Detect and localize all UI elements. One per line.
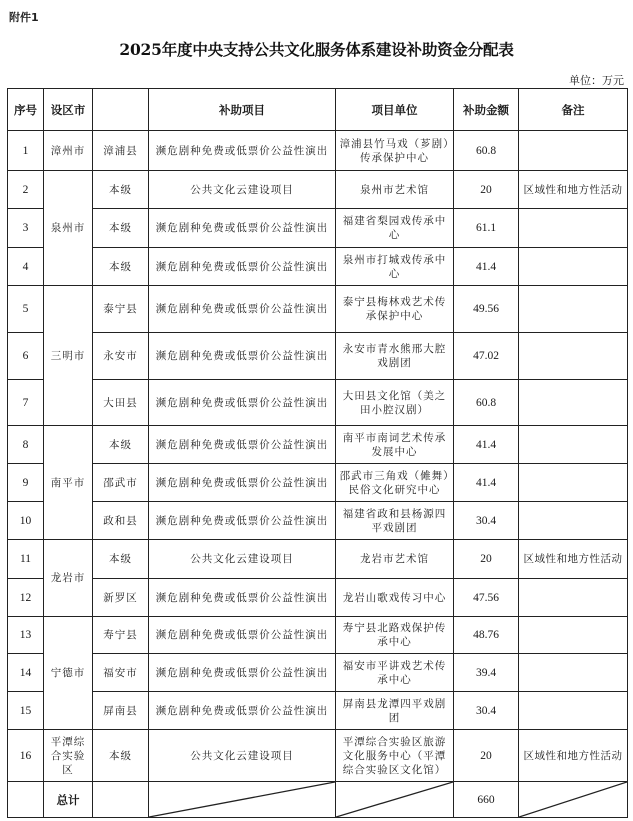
header-row [8, 89, 628, 131]
remark-cell [519, 654, 628, 692]
seq-cell: 2 [8, 171, 44, 209]
county-cell: 泰宁县 [93, 286, 149, 333]
seq-cell: 5 [8, 286, 44, 333]
project-cell: 濒危剧种免费或低票价公益性演出 [149, 286, 336, 333]
remark-cell: 区域性和地方性活动 [519, 171, 628, 209]
remark-cell [519, 209, 628, 248]
remark-cell [519, 286, 628, 333]
total-row [8, 782, 628, 818]
table-row [8, 730, 628, 782]
city-cell: 漳州市 [44, 131, 93, 171]
remark-cell: 区域性和地方性活动 [519, 540, 628, 579]
project-cell: 濒危剧种免费或低票价公益性演出 [149, 426, 336, 464]
table-row [8, 248, 628, 286]
amount-cell: 47.02 [454, 333, 519, 380]
project-cell: 濒危剧种免费或低票价公益性演出 [149, 248, 336, 286]
header-seq: 序号 [8, 89, 44, 131]
amount-cell: 49.56 [454, 286, 519, 333]
county-cell: 新罗区 [93, 579, 149, 617]
remark-cell [519, 579, 628, 617]
seq-cell: 6 [8, 333, 44, 380]
header-city: 设区市 [44, 89, 93, 131]
total-seq-cell [8, 782, 44, 818]
table-row [8, 286, 628, 333]
total-label: 总计 [44, 782, 93, 818]
county-cell: 永安市 [93, 333, 149, 380]
table-row [8, 502, 628, 540]
seq-cell: 15 [8, 692, 44, 730]
unit-label: 单位：万元 [569, 74, 624, 87]
header-remark: 备注 [519, 89, 628, 131]
county-cell: 寿宁县 [93, 617, 149, 654]
remark-cell [519, 617, 628, 654]
unit-cell: 福安市平讲戏艺术传承中心 [336, 654, 454, 692]
project-cell: 濒危剧种免费或低票价公益性演出 [149, 502, 336, 540]
table-row [8, 540, 628, 579]
amount-cell: 30.4 [454, 502, 519, 540]
project-cell: 濒危剧种免费或低票价公益性演出 [149, 131, 336, 171]
table-row [8, 617, 628, 654]
city-cell: 泉州市 [44, 171, 93, 286]
total-project-cell-diagonal [149, 782, 336, 818]
county-cell: 本级 [93, 248, 149, 286]
header-county [93, 89, 149, 131]
project-cell: 公共文化云建设项目 [149, 540, 336, 579]
amount-cell: 60.8 [454, 131, 519, 171]
seq-cell: 14 [8, 654, 44, 692]
total-remark-cell-diagonal [519, 782, 628, 818]
city-cell: 三明市 [44, 286, 93, 426]
project-cell: 濒危剧种免费或低票价公益性演出 [149, 333, 336, 380]
amount-cell: 48.76 [454, 617, 519, 654]
attachment-label: 附件1 [9, 11, 39, 24]
unit-cell: 大田县文化馆（美之田小腔汉剧） [336, 380, 454, 426]
seq-cell: 1 [8, 131, 44, 171]
county-cell: 政和县 [93, 502, 149, 540]
remark-cell [519, 131, 628, 171]
seq-cell: 12 [8, 579, 44, 617]
unit-cell: 泰宁县梅林戏艺术传承保护中心 [336, 286, 454, 333]
seq-cell: 9 [8, 464, 44, 502]
amount-cell: 30.4 [454, 692, 519, 730]
total-amount-cell: 660 [454, 782, 519, 818]
total-county-cell [93, 782, 149, 818]
city-cell: 平潭综合实验区 [44, 730, 93, 782]
table-row [8, 171, 628, 209]
unit-cell: 泉州市艺术馆 [336, 171, 454, 209]
remark-cell [519, 380, 628, 426]
unit-cell: 福建省梨园戏传承中心 [336, 209, 454, 248]
amount-cell: 41.4 [454, 464, 519, 502]
city-cell: 南平市 [44, 426, 93, 540]
allocation-table [7, 88, 628, 818]
unit-cell: 泉州市打城戏传承中心 [336, 248, 454, 286]
amount-cell: 41.4 [454, 248, 519, 286]
total-unit-cell-diagonal [336, 782, 454, 818]
project-cell: 公共文化云建设项目 [149, 730, 336, 782]
remark-cell [519, 502, 628, 540]
county-cell: 本级 [93, 730, 149, 782]
county-cell: 本级 [93, 426, 149, 464]
remark-cell [519, 692, 628, 730]
project-cell: 濒危剧种免费或低票价公益性演出 [149, 654, 336, 692]
table-row [8, 209, 628, 248]
unit-cell: 福建省政和县杨源四平戏剧团 [336, 502, 454, 540]
county-cell: 本级 [93, 171, 149, 209]
amount-cell: 60.8 [454, 380, 519, 426]
seq-cell: 10 [8, 502, 44, 540]
project-cell: 濒危剧种免费或低票价公益性演出 [149, 692, 336, 730]
county-cell: 邵武市 [93, 464, 149, 502]
table-row [8, 426, 628, 464]
county-cell: 福安市 [93, 654, 149, 692]
unit-cell: 龙岩山歌戏传习中心 [336, 579, 454, 617]
table-row [8, 654, 628, 692]
table-row [8, 380, 628, 426]
project-cell: 濒危剧种免费或低票价公益性演出 [149, 209, 336, 248]
unit-cell: 南平市南词艺术传承发展中心 [336, 426, 454, 464]
amount-cell: 20 [454, 730, 519, 782]
header-project: 补助项目 [149, 89, 336, 131]
seq-cell: 16 [8, 730, 44, 782]
city-cell: 宁德市 [44, 617, 93, 730]
unit-cell: 永安市青水熊邢大腔戏剧团 [336, 333, 454, 380]
project-cell: 公共文化云建设项目 [149, 171, 336, 209]
header-amount: 补助金额 [454, 89, 519, 131]
remark-cell [519, 333, 628, 380]
document-title: 2025年度中央支持公共文化服务体系建设补助资金分配表 [119, 40, 514, 59]
county-cell: 本级 [93, 540, 149, 579]
amount-cell: 61.1 [454, 209, 519, 248]
seq-cell: 7 [8, 380, 44, 426]
project-cell: 濒危剧种免费或低票价公益性演出 [149, 464, 336, 502]
diagonal-line-icon [336, 782, 453, 817]
amount-cell: 47.56 [454, 579, 519, 617]
county-cell: 本级 [93, 209, 149, 248]
unit-cell: 漳浦县竹马戏（芗剧）传承保护中心 [336, 131, 454, 171]
remark-cell [519, 464, 628, 502]
table-row [8, 692, 628, 730]
remark-cell: 区域性和地方性活动 [519, 730, 628, 782]
city-cell: 龙岩市 [44, 540, 93, 617]
seq-cell: 11 [8, 540, 44, 579]
table-row [8, 131, 628, 171]
diagonal-line-icon [519, 782, 627, 817]
project-cell: 濒危剧种免费或低票价公益性演出 [149, 380, 336, 426]
diagonal-line-icon [149, 782, 335, 817]
unit-cell: 邵武市三角戏（傩舞）民俗文化研究中心 [336, 464, 454, 502]
amount-cell: 41.4 [454, 426, 519, 464]
table-row [8, 579, 628, 617]
seq-cell: 8 [8, 426, 44, 464]
county-cell: 漳浦县 [93, 131, 149, 171]
remark-cell [519, 426, 628, 464]
unit-cell: 龙岩市艺术馆 [336, 540, 454, 579]
project-cell: 濒危剧种免费或低票价公益性演出 [149, 617, 336, 654]
county-cell: 大田县 [93, 380, 149, 426]
county-cell: 屏南县 [93, 692, 149, 730]
amount-cell: 39.4 [454, 654, 519, 692]
seq-cell: 3 [8, 209, 44, 248]
remark-cell [519, 248, 628, 286]
header-unit: 项目单位 [336, 89, 454, 131]
amount-cell: 20 [454, 540, 519, 579]
unit-cell: 平潭综合实验区旅游文化服务中心（平潭综合实验区文化馆） [336, 730, 454, 782]
table-row [8, 333, 628, 380]
project-cell: 濒危剧种免费或低票价公益性演出 [149, 579, 336, 617]
seq-cell: 4 [8, 248, 44, 286]
table-row [8, 464, 628, 502]
seq-cell: 13 [8, 617, 44, 654]
unit-cell: 屏南县龙潭四平戏剧团 [336, 692, 454, 730]
amount-cell: 20 [454, 171, 519, 209]
unit-cell: 寿宁县北路戏保护传承中心 [336, 617, 454, 654]
